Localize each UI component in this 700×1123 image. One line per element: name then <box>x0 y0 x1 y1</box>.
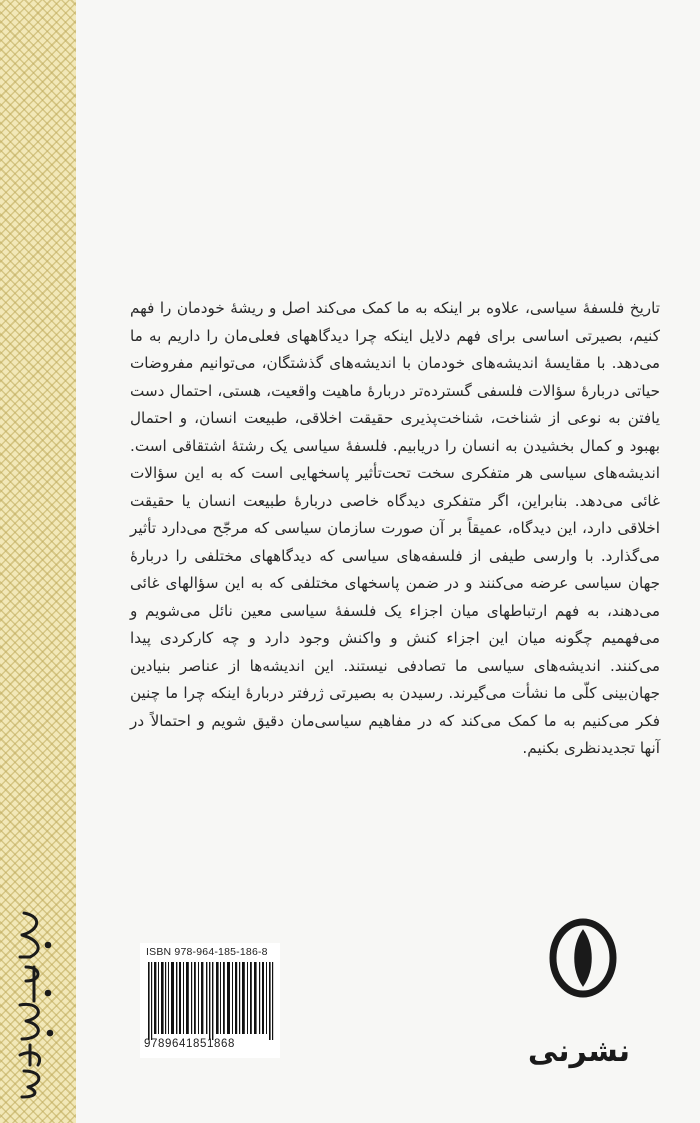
isbn-label: ISBN 978-964-185-186-8 <box>146 946 268 958</box>
publisher-name: نشرنی <box>527 1034 630 1069</box>
back-cover-blurb: تاریخ فلسفهٔ سیاسی، علاوه بر اینکه به ما کمک می‌کند اصل و ریشهٔ خودمان را فهم کنیم، بصیرتی اساسی برای فهم دلایل اینکه چرا دیدگاههای فعلی‌مان را داریم به ما می‌دهد. با مقایسهٔ اندیشه‌های خودمان با اندیشه‌های گذشتگان، می‌توانیم مفروضات حیاتی دربارهٔ سؤالات فلسفی گسترده‌تر دربارهٔ ماهیت واقعیت، هستی، احتمال دست یافتن به نوعی از شناخت، شناخت‌پذیری حقیقت اخلاقی، طبیعت انسان، و احتمال بهبود و کمال بخشیدن به انسان را دریابیم. فلسفهٔ سیاسی یک رشتهٔ اشتقاقی است. اندیشه‌های سیاسی هر متفکری سخت تحت‌تأثیر پاسخهایی است که به این سؤالات غائی می‌دهد. بنابراین، اگر متفکری دیدگاه خاصی دربارهٔ طبیعت انسان یا حقیقت اخلاقی دارد، این دیدگاه، عمیقاً بر آن صورت سازمان سیاسی که مرجّح می‌دارد تأثیر می‌گذارد. با وارسی طیفی از فلسفه‌های سیاسی که دیدگاههای مختلفی را دربارهٔ جهان سیاسی عرضه می‌کنند و در ضمن پاسخهای مختلفی که به این سؤالهای غائی می‌دهند، به فهم ارتباطهای میان اجزاء یک فلسفهٔ سیاسی معین نائل می‌شویم و می‌فهمیم چگونه میان این اجزاء کنش و واکنش وجود دارد و چه کارکردی پیدا می‌کنند. اندیشه‌های سیاسی ما تصادفی نیستند. این اندیشه‌ها از عناصر بنیادین جهان‌بینی کلّی ما نشأت می‌گیرند. رسیدن به بصیرتی ژرفتر دربارهٔ اینکه چرا ما چنین فکر می‌کنیم به ما کمک می‌کند که در مفاهیم سیاسی‌مان دقیق شویم و احتمالاً در آنها تجدیدنظری بکنیم. <box>130 299 660 757</box>
barcode-number: 9789641851868 <box>144 1038 235 1050</box>
nashrenay-logo-icon <box>548 918 618 1038</box>
spine-pattern <box>0 0 76 1123</box>
barcode-icon <box>146 962 278 1040</box>
spine-signature-icon <box>4 905 64 1100</box>
